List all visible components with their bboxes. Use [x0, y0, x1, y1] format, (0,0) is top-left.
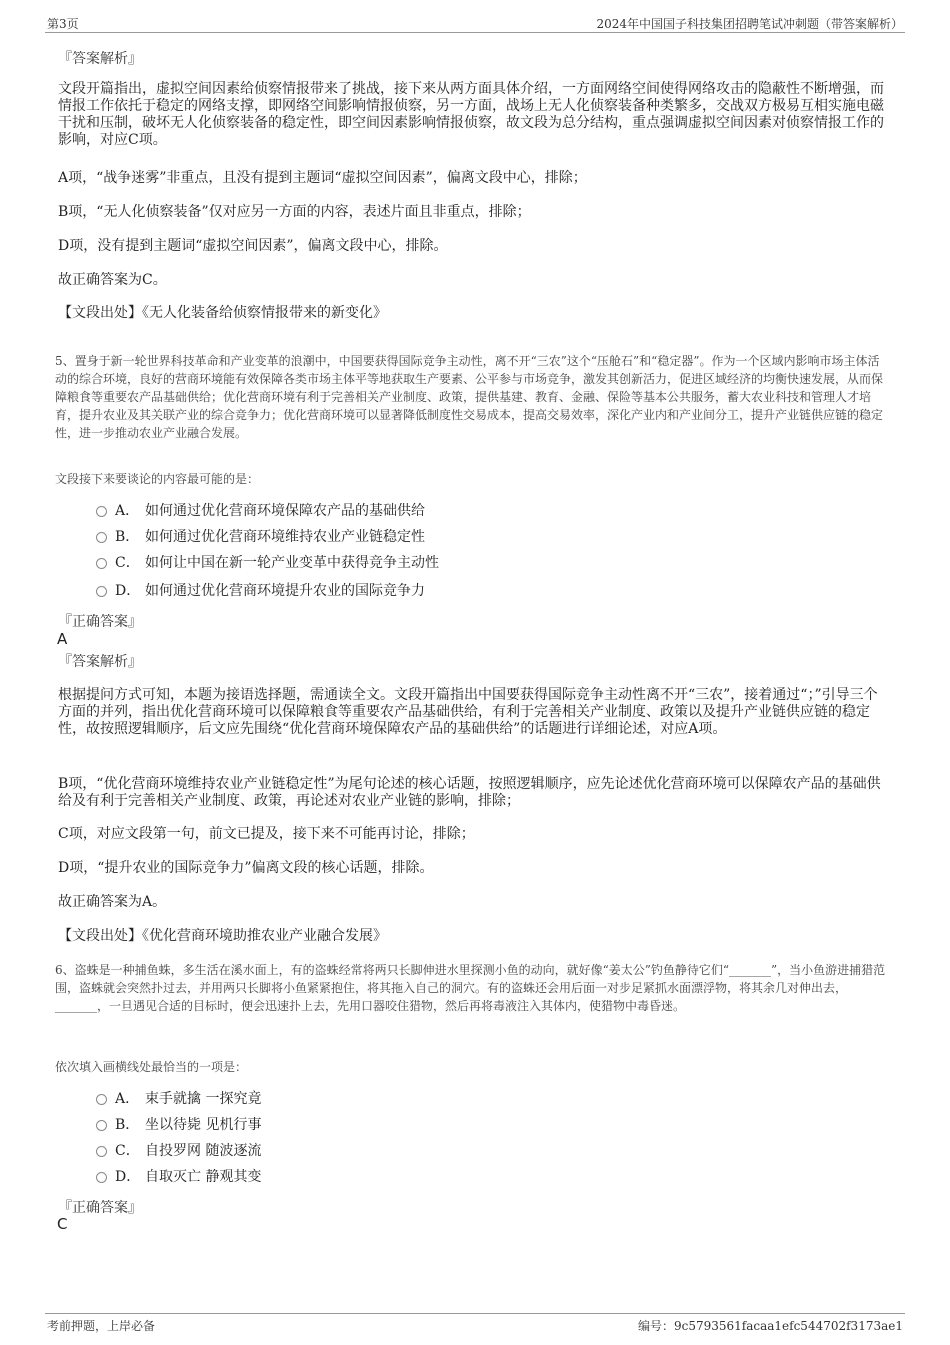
- option-text: 如何通过优化营商环境维持农业产业链稳定性: [145, 529, 425, 545]
- radio-icon[interactable]: [96, 1094, 107, 1105]
- q6-option-c[interactable]: [96, 1140, 261, 1162]
- radio-icon[interactable]: [96, 1146, 107, 1157]
- question-5-prompt: 文段接下来要谈论的内容最可能的是：: [55, 472, 260, 486]
- option-text: 如何通过优化营商环境提升农业的国际竞争力: [145, 583, 425, 599]
- page-number: 第3页: [47, 17, 79, 31]
- q5-option-d[interactable]: [96, 580, 425, 602]
- analysis-label: 『答案解析』: [58, 51, 142, 67]
- q6-option-a[interactable]: [96, 1088, 261, 1110]
- page-header: [45, 14, 905, 33]
- option-letter: A．: [115, 1091, 140, 1107]
- document-id: 编号：9c5793561facaa1efc544702f3173ae1: [637, 1319, 903, 1333]
- analysis-conclusion: 故正确答案为C。: [58, 272, 167, 288]
- analysis-item-b: B项，“优化营商环境维持农业产业链稳定性”为尾句论述的核心话题，按照逻辑顺序，应先论述优化营商环境可以保障农产品的基础供给及有利于完善相关产业制度、政策，再论述对农业产业链的影响，排除；: [58, 776, 881, 809]
- q5-option-a[interactable]: [96, 500, 425, 522]
- page-footer: [45, 1313, 905, 1334]
- correct-answer-label: 『正确答案』: [58, 614, 142, 630]
- analysis-item-d: D项，“提升农业的国际竞争力”偏离文段的核心话题，排除。: [58, 860, 434, 876]
- passage-source: 【文段出处】《无人化装备给侦察情报带来的新变化》: [58, 305, 387, 321]
- correct-answer-value: C: [57, 1215, 68, 1233]
- analysis-paragraph: 文段开篇指出，虚拟空间因素给侦察情报带来了挑战，接下来从两方面具体介绍，一方面网络空间使得网络攻击的隐蔽性不断增强，而情报工作依托于稳定的网络支撑，即网络空间影响情报侦察，另一方面，战场上无人化侦察装备种类繁多，交战双方极易互相实施电磁干扰和压制，破坏无人化侦察装备的稳定性，即空间因素影响情报侦察，故文段为总分结构，重点强调虚拟空间因素对侦察情报工作的影响，对应C项。: [58, 81, 884, 148]
- analysis-conclusion: 故正确答案为A。: [58, 894, 167, 910]
- option-text: 自取灭亡 静观其变: [145, 1169, 262, 1185]
- radio-icon[interactable]: [96, 1120, 107, 1131]
- option-text: 如何让中国在新一轮产业变革中获得竞争主动性: [145, 555, 439, 571]
- option-text: 坐以待毙 见机行事: [145, 1117, 262, 1133]
- radio-icon[interactable]: [96, 532, 107, 543]
- correct-answer-label: 『正确答案』: [58, 1200, 142, 1216]
- analysis-item-b: B项，“无人化侦察装备”仅对应另一方面的内容，表述片面且非重点，排除；: [58, 204, 531, 220]
- q5-option-b[interactable]: [96, 526, 425, 548]
- q5-option-c[interactable]: [96, 552, 439, 574]
- radio-icon[interactable]: [96, 506, 107, 517]
- option-letter: B．: [115, 529, 140, 545]
- option-letter: B．: [115, 1117, 140, 1133]
- document-title: 2024年中国国子科技集团招聘笔试冲刺题（带答案解析）: [596, 17, 903, 31]
- q6-option-b[interactable]: [96, 1114, 261, 1136]
- option-letter: C．: [115, 555, 140, 571]
- analysis-paragraph: 根据提问方式可知，本题为接语选择题，需通读全文。文段开篇指出中国要获得国际竞争主动性离不开“三农”，接着通过“；”引导三个方面的并列，指出优化营商环境可以保障粮食等重要农产品基础供给，有利于完善相关产业制度、政策以及提升产业链供应链的稳定性，故按照逻辑顺序，后文应先围绕“优化营商环境保障农产品的基础供给”的话题进行详细论述，对应A项。: [58, 687, 878, 737]
- radio-icon[interactable]: [96, 1172, 107, 1183]
- option-text: 自投罗网 随波逐流: [145, 1143, 262, 1159]
- option-letter: A．: [115, 503, 140, 519]
- option-text: 束手就擒 一探究竟: [145, 1091, 262, 1107]
- radio-icon[interactable]: [96, 586, 107, 597]
- footer-slogan: 考前押题，上岸必备: [47, 1319, 156, 1333]
- option-text: 如何通过优化营商环境保障农产品的基础供给: [145, 503, 425, 519]
- option-letter: D．: [115, 1169, 141, 1185]
- question-6-text: 6、盗蛛是一种捕鱼蛛，多生活在溪水面上，有的盗蛛经常将两只长脚伸进水里探测小鱼的动向，就好像“姜太公”钓鱼静待它们“_______”，当小鱼游进捕猎范围，盗蛛就会突然扑过去，并用两只长脚将小鱼紧紧抱住，将其拖入自己的洞穴。有的盗蛛还会用后面一对步足紧抓水面漂浮物，将其余几对伸出去，_______，一旦遇见合适的目标时，便会迅速扑上去，先用口器咬住猎物，然后再将毒液注入其体内，使猎物中毒昏迷。: [55, 963, 886, 1013]
- passage-source: 【文段出处】《优化营商环境助推农业产业融合发展》: [58, 928, 387, 944]
- question-6-prompt: 依次填入画横线处最恰当的一项是：: [55, 1060, 248, 1074]
- analysis-item-c: C项，对应文段第一句，前文已提及，接下来不可能再讨论，排除；: [58, 826, 475, 842]
- analysis-label: 『答案解析』: [58, 654, 142, 670]
- correct-answer-value: A: [57, 630, 68, 648]
- option-letter: C．: [115, 1143, 140, 1159]
- analysis-item-a: A项，“战争迷雾”非重点，且没有提到主题词“虚拟空间因素”，偏离文段中心，排除；: [58, 170, 587, 186]
- analysis-item-d: D项，没有提到主题词“虚拟空间因素”，偏离文段中心，排除。: [58, 238, 448, 254]
- q6-option-d[interactable]: [96, 1166, 261, 1188]
- option-letter: D．: [115, 583, 141, 599]
- radio-icon[interactable]: [96, 558, 107, 569]
- question-5-text: 5、置身于新一轮世界科技革命和产业变革的浪潮中，中国要获得国际竞争主动性，离不开“三农”这个“压舱石”和“稳定器”。作为一个区域内影响市场主体活动的综合环境，良好的营商环境能有效保障各类市场主体平等地获取生产要素、公平参与市场竞争，激发其创新活力，促进区域经济的均衡快速发展，从而保障粮食等重要农产品基础供给；优化营商环境有利于完善相关产业制度、政策，提供基建、教育、金融、保险等基本公共服务，蓄大农业科技和管理人才培育，提升农业及其关联产业的综合竞争力；优化营商环境可以显著降低制度性交易成本，提高交易效率，深化产业内和产业间分工，提升产业链供应链的稳定性，进一步推动农业产业融合发展。: [55, 354, 884, 440]
